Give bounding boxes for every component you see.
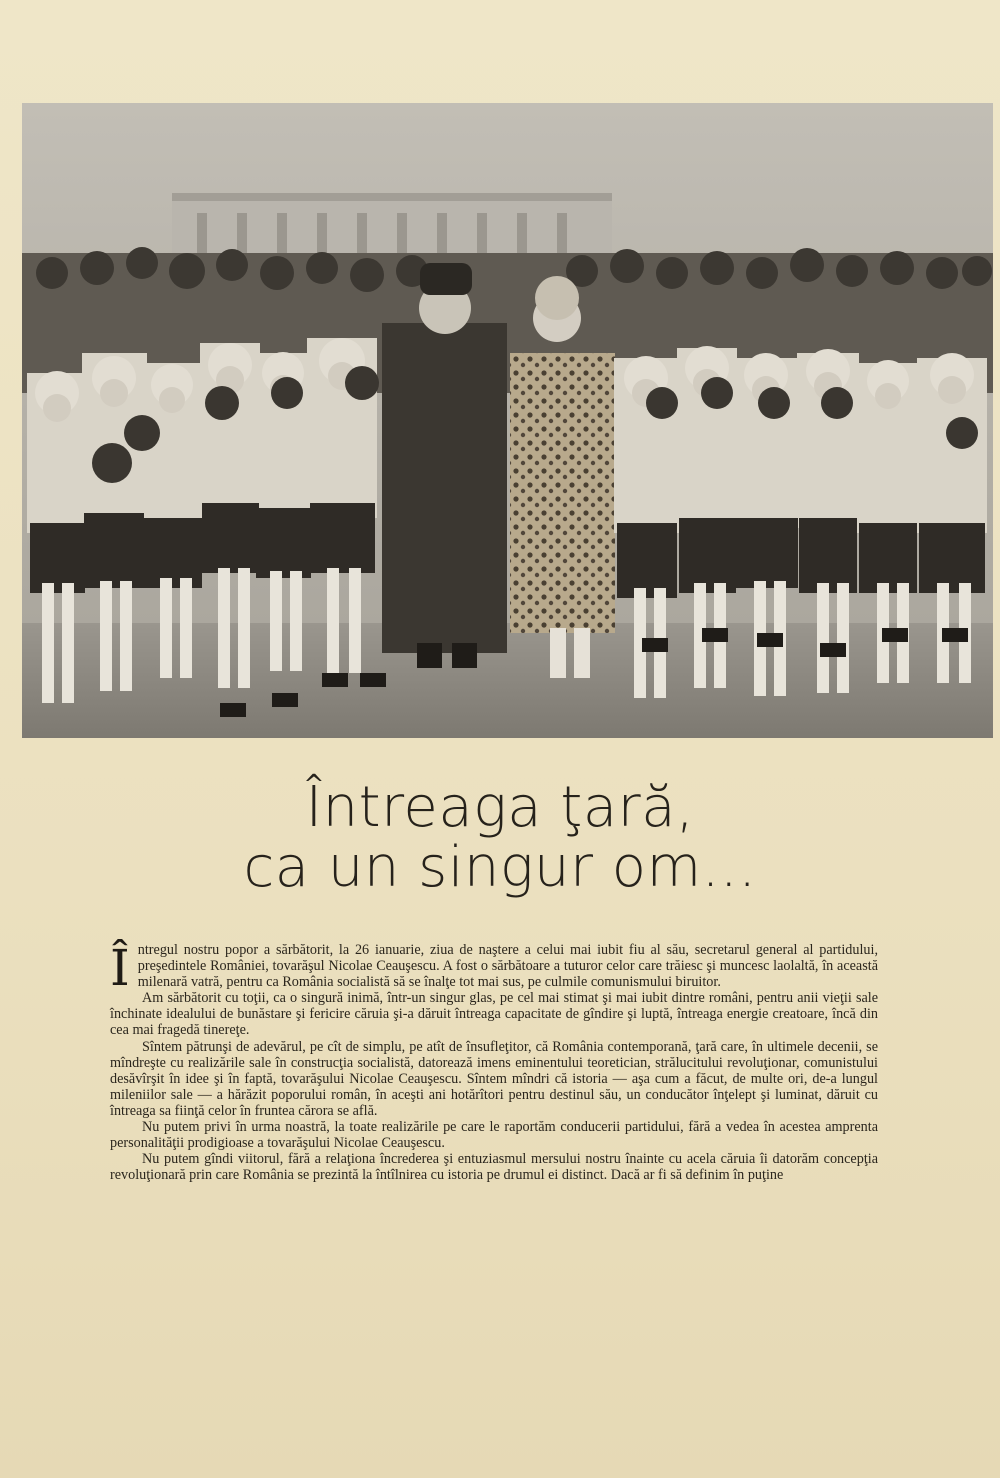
paragraph-3: Sîntem pătrunşi de adevărul, pe cît de simplu, pe atît de însufleţitor, că România contemporană, ţară care, în ultimele decenii, se mîndreşte cu realizările sale în construcţia socialistă, datorează imens eminentului teoretician, strălucitului revoluţionar, comunistului desăvîrşit în idee şi în faptă, tovarăşului Nicolae Ceauşescu. Sîntem mîndri că istoria — aşa cum a făcut, de multe ori, de-a lungul mileniilor sale — a hărăzit poporului român, în aceşti ani hotărîtori pentru destinul său, un conducător înţelept şi luminat, dăruit cu întreaga sa fiinţă celor în fruntea cărora se află.: [110, 1038, 878, 1119]
drop-cap: Î: [110, 939, 130, 997]
photograph-image: [22, 103, 993, 738]
group-photograph: [22, 103, 993, 738]
paragraph-1: [110, 939, 878, 997]
title-line-2: ca un singur om...: [243, 835, 757, 900]
article-body: [110, 939, 878, 1184]
paragraph-2: Am sărbătorit cu toţii, ca o singură inimă, într-un singur glas, pe cel mai stimat şi mai iubit dintre români, pentru anii vieţii sale închinate idealului de bunăstare şi fericire căruia şi-a dăruit întreaga capacitate de gîndire şi luptă, întreaga energie creatoare, încă din cea mai fragedă tinereţe.: [110, 990, 878, 1039]
paragraph-4: Nu putem privi în urma noastră, la toate realizările pe care le raportăm conducerii partidului, fără a vedea în acestea amprenta personalităţii prodigioase a tovarăşului Nicolae Ceauşescu.: [110, 1119, 878, 1152]
title-line-1: Întreaga ţară,: [305, 775, 695, 840]
paragraph-1-text: ntregul nostru popor a sărbătorit, la 26 ianuarie, ziua de naştere a celui mai iubit fiu al său, secretarul general al partidului, preşedintele României, tovarăşul Nicolae Ceauşescu. A fost o sărbătoare a tuturor celor care trăiesc şi muncesc laolaltă, în această milenară vatră, pentru ca România socialistă să se înalţe tot mai sus, pe culmile comunismului biruitor.: [137, 942, 878, 991]
article-title: [150, 775, 850, 900]
paragraph-5: Nu putem gîndi viitorul, fără a relaţiona încrederea şi entuziasmul mersului nostru înainte cu acela căruia îi datorăm concepţia revoluţionară prin care România se prezintă la întîlnirea cu istoria pe drumul ei distinct. Dacă ar fi să definim în puţine: [110, 1151, 878, 1184]
